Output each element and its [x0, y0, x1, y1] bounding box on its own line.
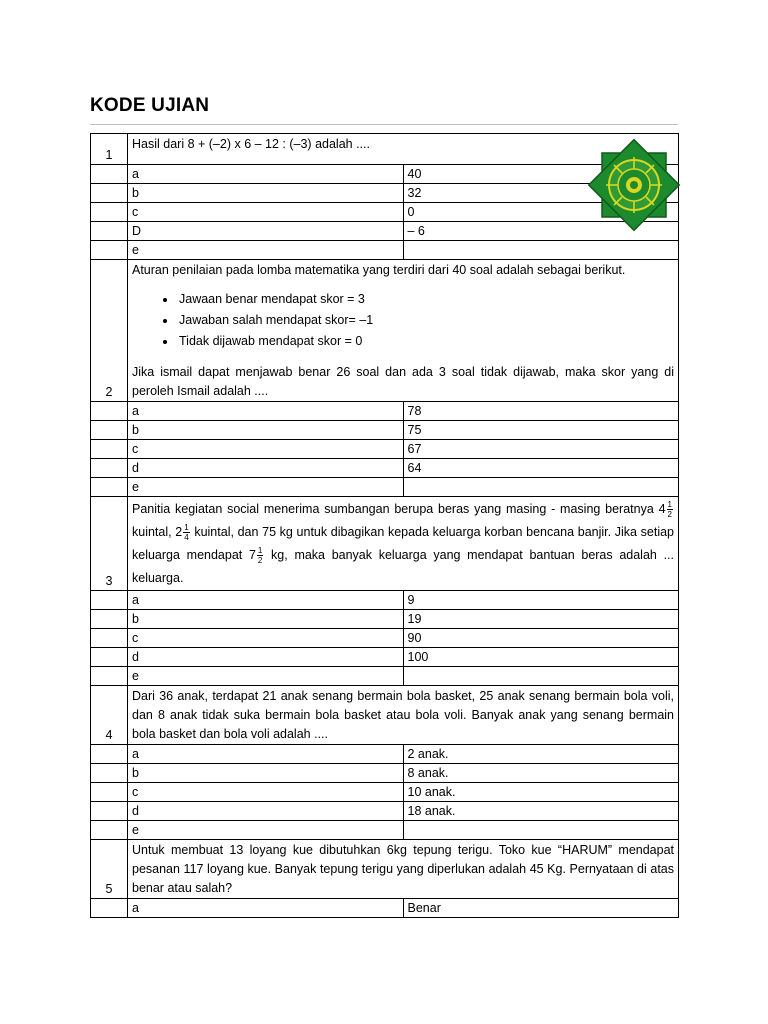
question-text: Dari 36 anak, terdapat 21 anak senang bermain bola basket, 25 anak senang bermain bola voli, dan 8 anak tidak suka bermain bola basket atau bola voli. Banyak anak yang senang bermain bola basket dan bola voli adalah .... — [128, 686, 679, 745]
option-text: – 6 — [403, 222, 679, 241]
option-text: 90 — [403, 629, 679, 648]
question-row — [91, 840, 679, 899]
option-row — [91, 241, 679, 260]
option-label: c — [128, 203, 404, 222]
option-text: 0 — [403, 203, 679, 222]
option-label: c — [128, 783, 404, 802]
question-text: Aturan penilaian pada lomba matematika yang terdiri dari 40 soal adalah sebagai berikut. • Jawaan benar mendapat skor = 3 • Jawaban salah mendapat skor= –1 • Tidak dijawab mendapat skor = 0 Jika ismail dapat menjawab benar 26 soal dan ada 3 soal tidak dijawab, maka skor yang di peroleh Ismail adalah .... — [128, 260, 679, 402]
option-label: b — [128, 764, 404, 783]
scoring-rules-list — [132, 289, 674, 352]
option-row — [91, 821, 679, 840]
rule-item: • Jawaan benar mendapat skor = 3 — [177, 289, 674, 310]
option-text: 18 anak. — [403, 802, 679, 821]
option-text: Benar — [403, 899, 679, 918]
option-row — [91, 648, 679, 667]
option-label: b — [128, 421, 404, 440]
option-text: 2 anak. — [403, 745, 679, 764]
option-text: 8 anak. — [403, 764, 679, 783]
option-text: 67 — [403, 440, 679, 459]
question-table — [90, 133, 679, 918]
option-label: b — [128, 184, 404, 203]
option-label: d — [128, 802, 404, 821]
option-text: 40 — [403, 165, 679, 184]
option-label: a — [128, 745, 404, 764]
title-divider — [90, 124, 678, 125]
option-label: b — [128, 610, 404, 629]
option-label: e — [128, 667, 404, 686]
option-label: a — [128, 165, 404, 184]
option-text: 10 anak. — [403, 783, 679, 802]
option-row — [91, 629, 679, 648]
option-row — [91, 459, 679, 478]
fraction: $\frac{1}{2}$ — [257, 546, 263, 566]
option-row — [91, 783, 679, 802]
option-row — [91, 610, 679, 629]
fraction: $\frac{1}{4}$ — [184, 523, 189, 543]
option-label: a — [128, 899, 404, 918]
option-label: d — [128, 648, 404, 667]
question-number: 3 — [91, 497, 128, 591]
school-emblem-icon — [584, 135, 684, 235]
question-row — [91, 497, 679, 591]
option-text: 75 — [403, 421, 679, 440]
option-row — [91, 421, 679, 440]
fraction: $\frac{1}{2}$ — [667, 500, 672, 520]
option-label: e — [128, 821, 404, 840]
option-label: e — [128, 478, 404, 497]
option-text: 64 — [403, 459, 679, 478]
page-title: KODE UJIAN — [90, 95, 210, 116]
option-label: c — [128, 440, 404, 459]
option-row — [91, 802, 679, 821]
option-text: 19 — [403, 610, 679, 629]
question-text: Untuk membuat 13 loyang kue dibutuhkan 6kg tepung terigu. Toko kue “HARUM” mendapat pesanan 117 loyang kue. Banyak tepung terigu yang diperlukan adalah 45 Kg. Pernyataan di atas benar atau salah? — [128, 840, 679, 899]
option-text — [403, 667, 679, 686]
question-number: 1 — [91, 134, 128, 165]
option-row — [91, 440, 679, 459]
rule-item: • Tidak dijawab mendapat skor = 0 — [177, 331, 674, 352]
option-label: a — [128, 591, 404, 610]
option-text — [403, 821, 679, 840]
option-label: a — [128, 402, 404, 421]
option-text: 78 — [403, 402, 679, 421]
option-row — [91, 764, 679, 783]
option-text — [403, 478, 679, 497]
option-label: d — [128, 459, 404, 478]
option-row — [91, 591, 679, 610]
rule-item: • Jawaban salah mendapat skor= –1 — [177, 310, 674, 331]
question-number: 5 — [91, 840, 128, 899]
option-row — [91, 899, 679, 918]
option-row — [91, 745, 679, 764]
question-row — [91, 686, 679, 745]
option-label: e — [128, 241, 404, 260]
option-row — [91, 402, 679, 421]
option-text: 32 — [403, 184, 679, 203]
question-text: Hasil dari 8 + (–2) x 6 – 12 : (–3) adalah .... — [128, 134, 679, 165]
question-number: 4 — [91, 686, 128, 745]
option-row — [91, 667, 679, 686]
option-label: D — [128, 222, 404, 241]
question-text: Panitia kegiatan social menerima sumbangan berupa beras yang masing - masing beratnya 4 $\frac{1}{2}$ kuintal, 2 $\frac{1}{4}$ kuintal, dan 75 kg untuk dibagikan kepada keluarga korban bencana banjir. Jika setiap keluarga mendapat 7 $\frac{1}{2}$ kg, maka banyak keluarga yang mendapat bantuan beras adalah ... keluarga. — [128, 497, 679, 591]
option-text: 9 — [403, 591, 679, 610]
question-row — [91, 260, 679, 402]
option-text: 100 — [403, 648, 679, 667]
option-label: c — [128, 629, 404, 648]
option-row — [91, 478, 679, 497]
question-number: 2 — [91, 260, 128, 402]
option-text — [403, 241, 679, 260]
